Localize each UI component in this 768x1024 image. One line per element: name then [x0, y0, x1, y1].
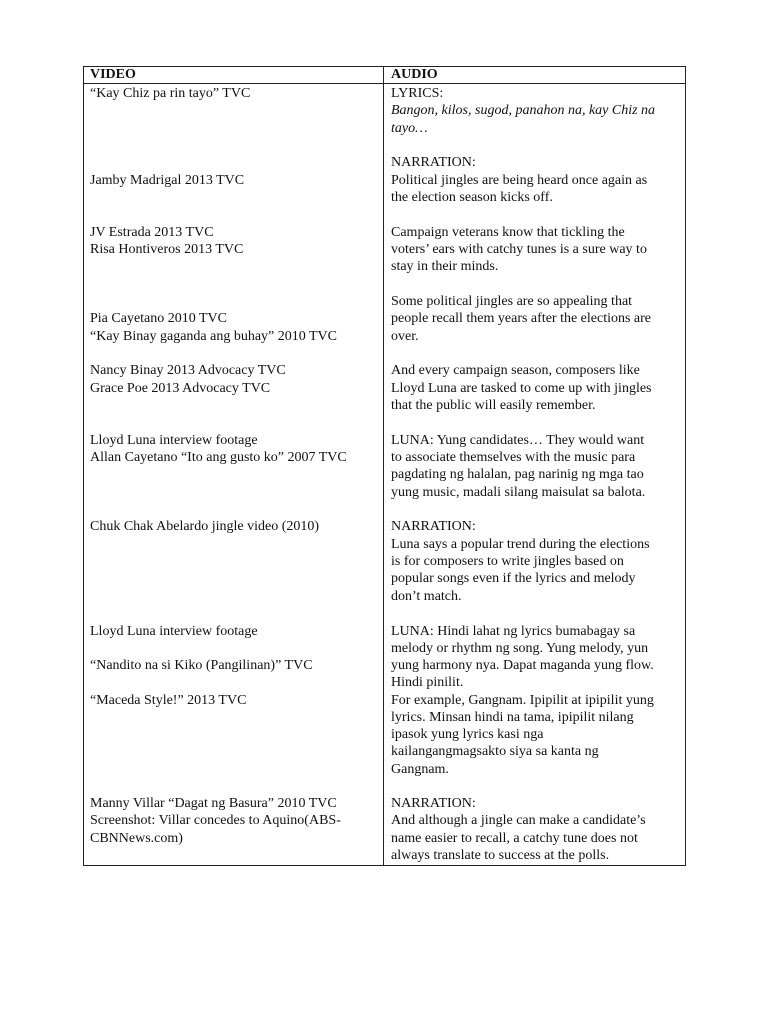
narration-label: NARRATION:: [391, 155, 476, 170]
soundbite-line: ipasok yung lyrics kasi nga: [391, 727, 544, 742]
video-cue: Manny Villar “Dagat ng Basura” 2010 TVC: [90, 796, 337, 811]
lyrics-line: Bangon, kilos, sugod, panahon na, kay Chiz na: [391, 103, 656, 118]
column-divider: [383, 67, 384, 865]
video-column-header: VIDEO: [90, 67, 136, 82]
video-cue: Nancy Binay 2013 Advocacy TVC: [90, 363, 286, 378]
soundbite-line: Gangnam.: [391, 762, 449, 777]
lyrics-line: tayo…: [391, 121, 428, 136]
soundbite-line: pagdating ng halalan, pag narinig ng mga tao: [391, 467, 644, 482]
script-table: [83, 66, 686, 866]
narration-line: And although a jingle can make a candidate’s: [391, 813, 646, 828]
narration-line: name easier to recall, a catchy tune does not: [391, 831, 638, 846]
narration-line: Campaign veterans know that tickling the: [391, 225, 625, 240]
narration-line: that the public will easily remember.: [391, 398, 596, 413]
soundbite-line: LUNA: Hindi lahat ng lyrics bumabagay sa: [391, 624, 636, 639]
narration-line: always translate to success at the polls.: [391, 848, 610, 863]
video-cue: Pia Cayetano 2010 TVC: [90, 311, 228, 326]
narration-line: Some political jingles are so appealing that: [391, 294, 633, 309]
soundbite-line: Hindi pinilit.: [391, 675, 464, 690]
narration-line: over.: [391, 329, 419, 344]
audio-column-header: AUDIO: [391, 67, 438, 82]
soundbite-line: kailangangmagsakto siya sa kanta ng: [391, 744, 599, 759]
narration-line: Luna says a popular trend during the elections: [391, 537, 650, 552]
soundbite-line: to associate themselves with the music para: [391, 450, 636, 465]
narration-line: And every campaign season, composers like: [391, 363, 640, 378]
video-cue: CBNNews.com): [90, 831, 183, 846]
narration-line: don’t match.: [391, 589, 462, 604]
video-cue: “Maceda Style!” 2013 TVC: [90, 693, 247, 708]
narration-line: Political jingles are being heard once again as: [391, 173, 648, 188]
narration-line: stay in their minds.: [391, 259, 499, 274]
narration-line: the election season kicks off.: [391, 190, 553, 205]
video-cue: Lloyd Luna interview footage: [90, 433, 258, 448]
soundbite-line: yung harmony nya. Dapat maganda yung flow.: [391, 658, 654, 673]
video-cue: “Nandito na si Kiko (Pangilinan)” TVC: [90, 658, 313, 673]
soundbite-line: For example, Gangnam. Ipipilit at ipipilit yung: [391, 693, 654, 708]
narration-label: NARRATION:: [391, 519, 476, 534]
soundbite-line: melody or rhythm ng song. Yung melody, yun: [391, 641, 649, 656]
narration-label: NARRATION:: [391, 796, 476, 811]
video-cue: Lloyd Luna interview footage: [90, 624, 258, 639]
video-cue: “Kay Binay gaganda ang buhay” 2010 TVC: [90, 329, 338, 344]
video-cue: JV Estrada 2013 TVC: [90, 225, 214, 240]
narration-line: popular songs even if the lyrics and melody: [391, 571, 636, 586]
soundbite-line: lyrics. Minsan hindi na tama, ipipilit nilang: [391, 710, 634, 725]
narration-line: voters’ ears with catchy tunes is a sure way to: [391, 242, 647, 257]
narration-line: people recall them years after the elections are: [391, 311, 652, 326]
video-cue: Allan Cayetano “Ito ang gusto ko” 2007 TVC: [90, 450, 347, 465]
video-cue: Grace Poe 2013 Advocacy TVC: [90, 381, 271, 396]
video-cue: Jamby Madrigal 2013 TVC: [90, 173, 245, 188]
lyrics-label: LYRICS:: [391, 86, 444, 101]
video-cue: “Kay Chiz pa rin tayo” TVC: [90, 86, 251, 101]
video-cue: Risa Hontiveros 2013 TVC: [90, 242, 244, 257]
narration-line: is for composers to write jingles based on: [391, 554, 624, 569]
narration-line: Lloyd Luna are tasked to come up with jingles: [391, 381, 652, 396]
soundbite-line: LUNA: Yung candidates… They would want: [391, 433, 645, 448]
header-divider: [84, 83, 685, 84]
soundbite-line: yung music, madali silang maisulat sa balota.: [391, 485, 646, 500]
video-cue: Chuk Chak Abelardo jingle video (2010): [90, 519, 320, 534]
video-cue: Screenshot: Villar concedes to Aquino(ABS-: [90, 813, 341, 828]
